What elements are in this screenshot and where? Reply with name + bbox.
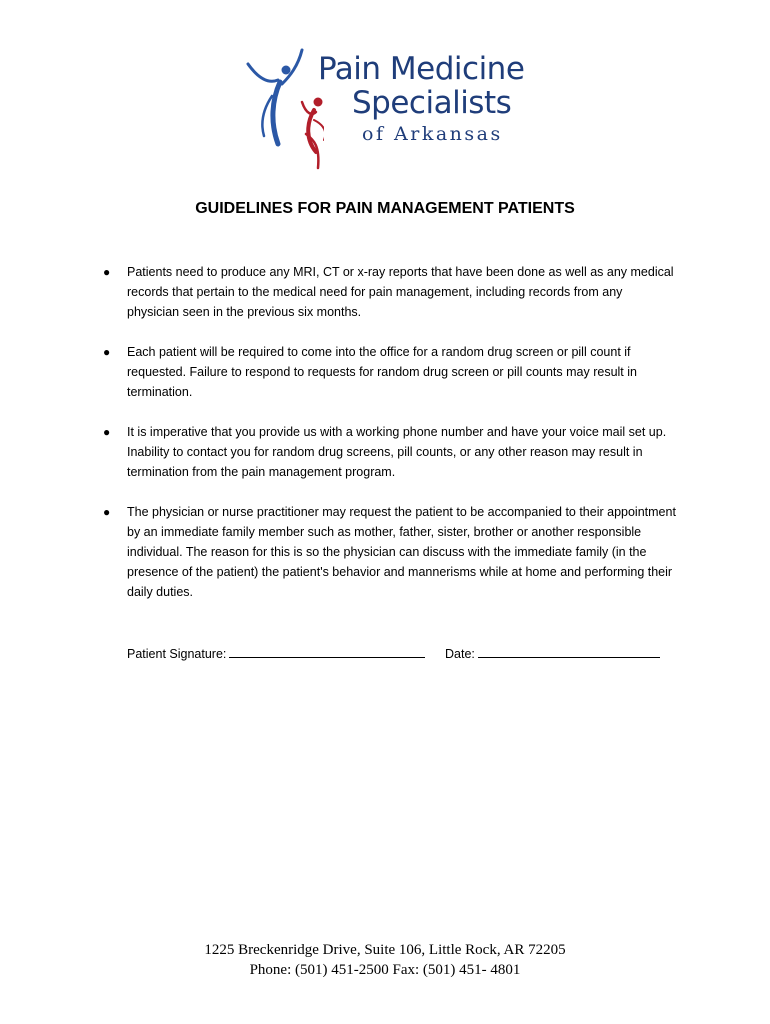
list-item <box>101 342 676 402</box>
bullet-icon: ● <box>103 345 111 359</box>
footer-phone: Phone: (501) 451-2500 Fax: (501) 451- 4801 <box>249 962 521 978</box>
bullet-icon: ● <box>103 505 111 519</box>
patient-signature-label: Patient Signature: <box>127 647 227 661</box>
list-item <box>101 502 676 602</box>
list-item-text: It is imperative that you provide us with a working phone number and have your voice mail set up. Inability to contact you for random drug screens, pill counts, or any other reason may result in termination from the pain management program. <box>127 425 667 479</box>
list-item <box>101 422 676 482</box>
logo-line-3: of Arkansas <box>362 123 503 145</box>
date-label: Date: <box>445 647 475 661</box>
logo-line-1: Pain Medicine <box>318 51 525 87</box>
patient-signature-field[interactable] <box>229 645 425 658</box>
logo-text <box>318 52 524 146</box>
guidelines-list <box>101 262 676 622</box>
patient-signature-row <box>127 645 425 661</box>
figures-logo-icon <box>244 44 324 174</box>
list-item-text: Each patient will be required to come into the office for a random drug screen or pill count if requested. Failure to respond to requests for random drug screen or pill counts may result in termination. <box>127 345 637 399</box>
list-item <box>101 262 676 322</box>
practice-logo <box>244 44 544 174</box>
list-item-text: The physician or nurse practitioner may request the patient to be accompanied to their appointment by an immediate family member such as mother, father, sister, brother or another responsible individual. The reason for this is so the physician can discuss with the immediate family (in the presence of the patient) the patient's behavior and mannerisms while at home and performing their daily duties. <box>127 505 676 599</box>
logo-line-2: Specialists <box>352 85 512 121</box>
page-title: GUIDELINES FOR PAIN MANAGEMENT PATIENTS <box>195 200 575 217</box>
date-row <box>445 645 660 661</box>
footer <box>0 940 770 980</box>
footer-address: 1225 Breckenridge Drive, Suite 106, Little Rock, AR 72205 <box>204 942 566 958</box>
bullet-icon: ● <box>103 425 111 439</box>
list-item-text: Patients need to produce any MRI, CT or x-ray reports that have been done as well as any medical records that pertain to the medical need for pain management, including records from any physician seen in the previous six months. <box>127 265 674 319</box>
date-field[interactable] <box>478 645 660 658</box>
bullet-icon: ● <box>103 265 111 279</box>
